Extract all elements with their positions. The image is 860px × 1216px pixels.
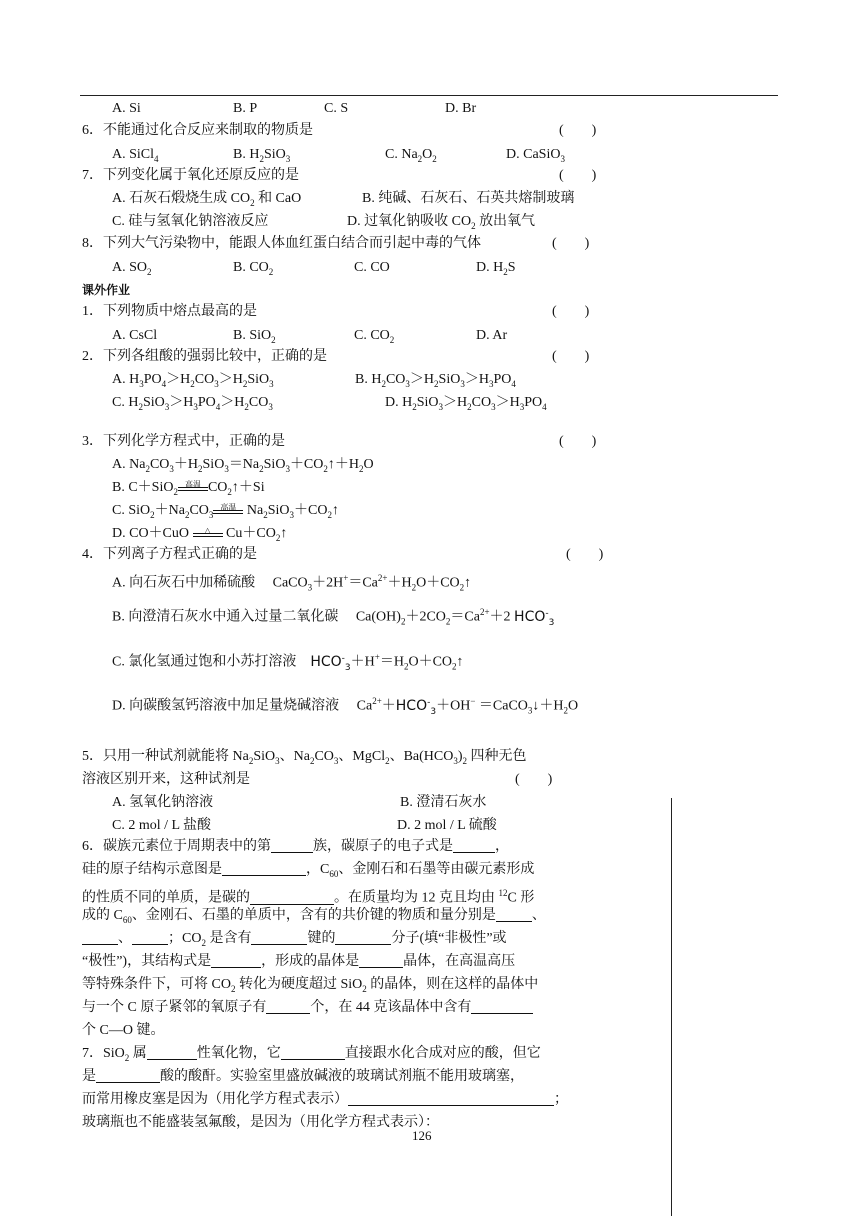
h4-stem: 4．下列离子方程式正确的是 ( ) (82, 547, 604, 562)
h4-option-b: B. 向澄清石灰水中通入过量二氧化碳 $Ca(OH)_2+2CO_2=Ca^{2+}+2$ $HCO^-_3$ (112, 607, 555, 628)
h2-stem: 2．下列各组酸的强弱比较中，正确的是 ( ) (82, 349, 590, 364)
blank[interactable] (348, 1091, 554, 1106)
h7-line3: 而常用橡皮塞是因为（用化学方程式表示） ； (82, 1092, 568, 1107)
blank[interactable] (132, 930, 168, 945)
section-homework: 课外作业 (82, 283, 131, 297)
q7-stem: 7．下列变化属于氧化还原反应的是 ( ) (82, 168, 597, 183)
h6-line8: 与一个 C 原子紧邻的氧原子有 个，在 44 克该晶体中含有 (82, 999, 533, 1017)
h3-option-d: D. CO＋CuO △ $Cu+CO_2↑$ (112, 526, 288, 543)
h7-line4: 玻璃瓶也不能盛装氢氟酸，是因为（用化学方程式表示）： (82, 1115, 439, 1130)
h5-line2: 溶液区别开来，这种试剂是 ( ) (82, 772, 553, 787)
margin-rule (671, 798, 672, 1216)
q8-stem: 8．下列大气污染物中，能跟人体血红蛋白结合而引起中毒的气体 ( ) (82, 236, 590, 251)
reaction-condition: 高温 (213, 502, 243, 520)
h6-line7: 等特殊条件下，可将 $CO_2$ 转化为硬度超过 SiO$_2$ 的晶体，则在这样的晶体中 (82, 977, 539, 994)
blank[interactable] (251, 930, 307, 945)
h6-line3: 的性质不同的单质，是碳的 。在质量均为 12 克且均由 $^{12}$C 形 (82, 888, 535, 906)
blank[interactable] (453, 838, 495, 853)
h3-option-b: B. C＋SiO$_2$ 高温 $CO_2↑+Si$ (112, 480, 265, 497)
h4-option-c: C. 氯化氢通过饱和小苏打溶液 $HCO^-_3+H^+=H_2O+CO_2↑$ (112, 652, 464, 673)
h6-line6: “极性”)，其结构式是 ，形成的晶体是 晶体，在高温高压 (82, 954, 516, 969)
h7-line2: 是 酸的酸酐。实验室里盛放碱液的玻璃试剂瓶不能用玻璃塞， (82, 1069, 524, 1084)
blank[interactable] (471, 999, 533, 1014)
blank[interactable] (211, 953, 261, 968)
reaction-condition: 高温 (178, 479, 208, 497)
reaction-condition: △ (193, 525, 223, 543)
h4-option-a: A. 向石灰石中加稀硫酸 $CaCO_3+2H^+=Ca^{2+}+H_2O+CO_2↑$ (112, 573, 472, 593)
blank[interactable] (82, 930, 118, 945)
page-number: 126 (412, 1128, 432, 1143)
blank[interactable] (496, 907, 532, 922)
h3-option-c: C. $SiO_2+Na_2CO_3$ 高温 $Na_2SiO_3+CO_2↑$ (112, 503, 339, 520)
h6-line5: 、 ；$CO_2$ 是含有 键的 分子(填“非极性”或 (82, 930, 507, 948)
header-rule (80, 95, 778, 96)
blank[interactable] (335, 930, 391, 945)
blank[interactable] (359, 953, 403, 968)
blank[interactable] (222, 861, 306, 876)
h5-line1: 5．只用一种试剂就能将 $Na_2SiO_3$、$Na_2CO_3$、MgCl$_2$、$Ba(HCO_3)_2$ 四种无色 (82, 749, 527, 766)
h6-line9: 个 C—O 键。 (82, 1023, 165, 1038)
h6-line1: 6．碳族元素位于周期表中的第 族，碳原子的电子式是 ， (82, 839, 509, 854)
blank[interactable] (266, 999, 310, 1014)
h3-option-a: A. $Na_2CO_3+H_2SiO_3=Na_2SiO_3+CO_2↑+H_2O$ (112, 457, 374, 474)
blank[interactable] (96, 1068, 160, 1083)
h6-line2: 硅的原子结构示意图是 ，$C_{60}$、金刚石和石墨等由碳元素形成 (82, 862, 535, 879)
q6-stem: 6．不能通过化合反应来制取的物质是 ( ) (82, 123, 597, 138)
h7-line1: 7．SiO$_2$ 属 性氧化物，它 直接跟水化合成对应的酸，但它 (82, 1046, 541, 1063)
blank[interactable] (250, 890, 334, 905)
h4-option-d: D. 向碳酸氢钙溶液中加足量烧碱溶液 $Ca^{2+}+HCO^-_3+OH^-$ $=CaCO_3↓+H_2O$ (112, 696, 579, 717)
h6-line4: 成的 $C_{60}$、金刚石、石墨的单质中，含有的共价键的物质和量分别是 、 (82, 908, 546, 925)
h3-stem: 3．下列化学方程式中，正确的是 ( ) (82, 434, 597, 449)
blank[interactable] (147, 1045, 197, 1060)
blank[interactable] (271, 838, 313, 853)
h1-stem: 1．下列物质中熔点最高的是 ( ) (82, 304, 590, 319)
blank[interactable] (281, 1045, 345, 1060)
